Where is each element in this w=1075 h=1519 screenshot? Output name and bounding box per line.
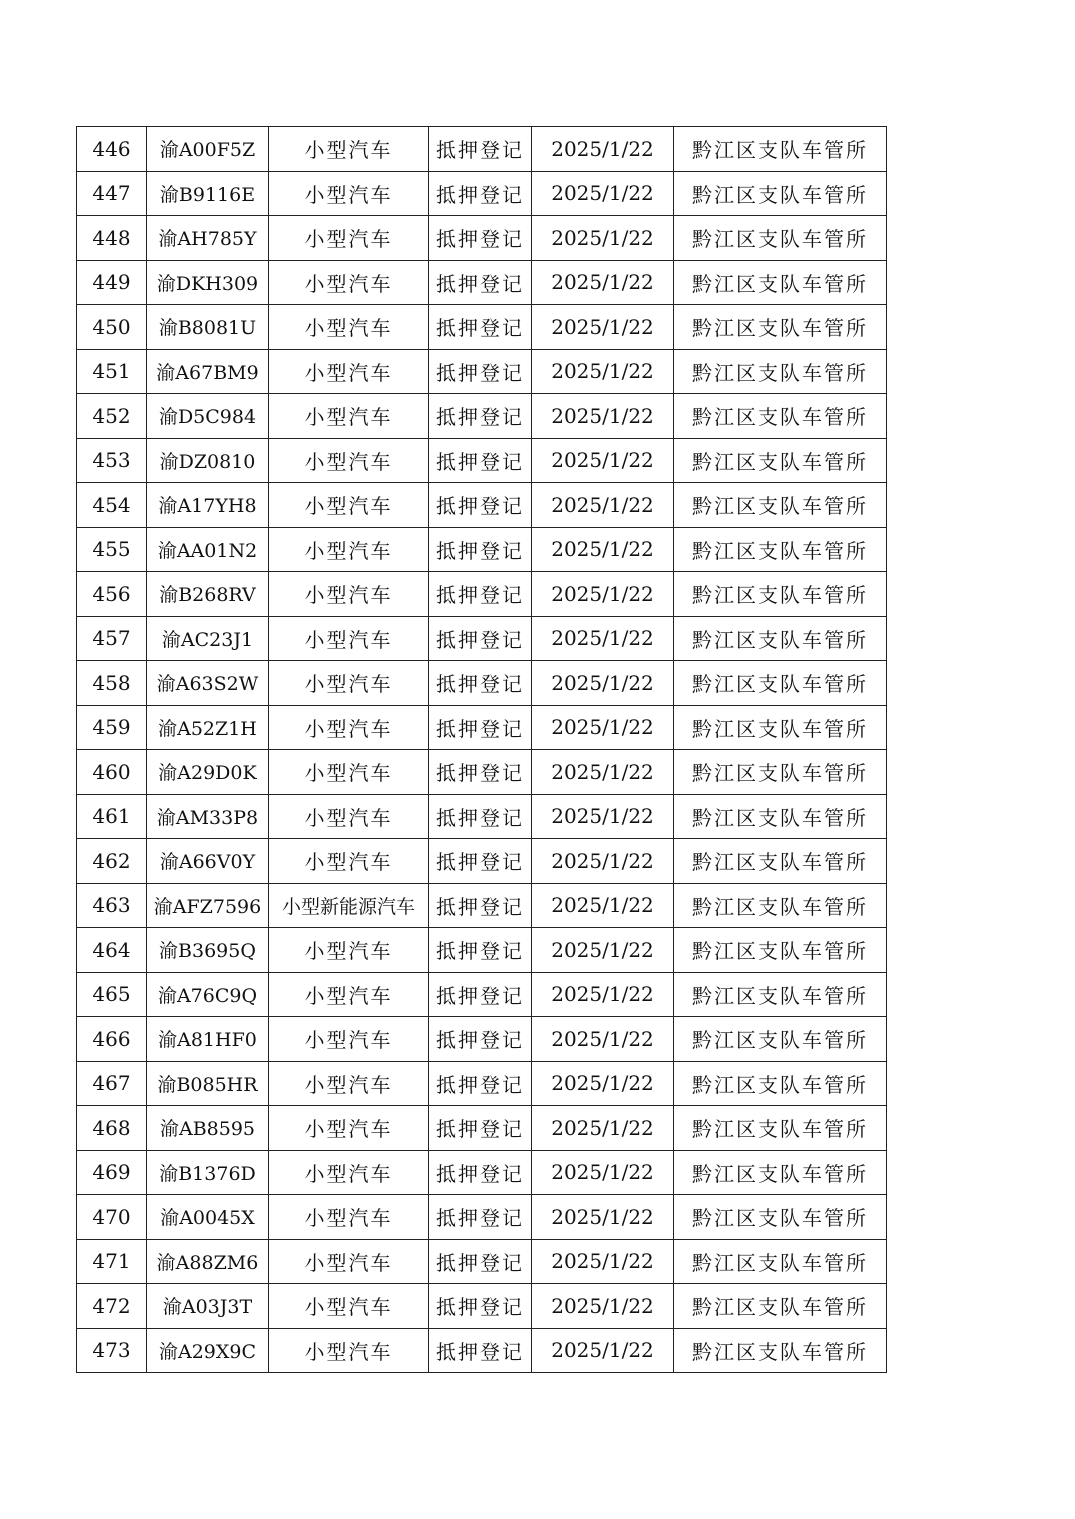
- vehicle-type-cell: 小型汽车: [269, 349, 429, 394]
- business-type-cell: 抵押登记: [429, 661, 532, 706]
- row-number-cell: 471: [77, 1239, 147, 1284]
- office-cell: 黔江区支队车管所: [674, 928, 887, 973]
- date-cell: 2025/1/22: [532, 438, 674, 483]
- business-type-cell: 抵押登记: [429, 750, 532, 795]
- business-type-cell: 抵押登记: [429, 572, 532, 617]
- plate-number-cell: 渝A0045X: [147, 1195, 269, 1240]
- date-cell: 2025/1/22: [532, 394, 674, 439]
- table-row: [77, 260, 887, 305]
- plate-number-cell: 渝A63S2W: [147, 661, 269, 706]
- plate-number-cell: 渝B8081U: [147, 305, 269, 350]
- date-cell: 2025/1/22: [532, 1195, 674, 1240]
- office-cell: 黔江区支队车管所: [674, 839, 887, 884]
- row-number-cell: 459: [77, 705, 147, 750]
- plate-number-cell: 渝A00F5Z: [147, 127, 269, 172]
- business-type-cell: 抵押登记: [429, 1239, 532, 1284]
- row-number-cell: 452: [77, 394, 147, 439]
- office-cell: 黔江区支队车管所: [674, 883, 887, 928]
- office-cell: 黔江区支队车管所: [674, 171, 887, 216]
- business-type-cell: 抵押登记: [429, 928, 532, 973]
- business-type-cell: 抵押登记: [429, 705, 532, 750]
- table-row: [77, 616, 887, 661]
- plate-number-cell: 渝A66V0Y: [147, 839, 269, 884]
- plate-number-cell: 渝A81HF0: [147, 1017, 269, 1062]
- row-number-cell: 470: [77, 1195, 147, 1240]
- table-row: [77, 705, 887, 750]
- plate-number-cell: 渝A76C9Q: [147, 972, 269, 1017]
- table-row: [77, 661, 887, 706]
- office-cell: 黔江区支队车管所: [674, 616, 887, 661]
- vehicle-type-cell: 小型汽车: [269, 260, 429, 305]
- table-row: [77, 1328, 887, 1373]
- vehicle-type-cell: 小型汽车: [269, 661, 429, 706]
- business-type-cell: 抵押登记: [429, 483, 532, 528]
- plate-number-cell: 渝B3695Q: [147, 928, 269, 973]
- office-cell: 黔江区支队车管所: [674, 1284, 887, 1329]
- plate-number-cell: 渝A88ZM6: [147, 1239, 269, 1284]
- table-row: [77, 1195, 887, 1240]
- date-cell: 2025/1/22: [532, 216, 674, 261]
- office-cell: 黔江区支队车管所: [674, 794, 887, 839]
- row-number-cell: 467: [77, 1061, 147, 1106]
- office-cell: 黔江区支队车管所: [674, 438, 887, 483]
- row-number-cell: 460: [77, 750, 147, 795]
- business-type-cell: 抵押登记: [429, 527, 532, 572]
- row-number-cell: 466: [77, 1017, 147, 1062]
- date-cell: 2025/1/22: [532, 260, 674, 305]
- table-row: [77, 794, 887, 839]
- office-cell: 黔江区支队车管所: [674, 750, 887, 795]
- table-row: [77, 527, 887, 572]
- office-cell: 黔江区支队车管所: [674, 705, 887, 750]
- date-cell: 2025/1/22: [532, 572, 674, 617]
- business-type-cell: 抵押登记: [429, 794, 532, 839]
- office-cell: 黔江区支队车管所: [674, 349, 887, 394]
- table-row: [77, 1150, 887, 1195]
- vehicle-type-cell: 小型汽车: [269, 750, 429, 795]
- date-cell: 2025/1/22: [532, 928, 674, 973]
- date-cell: 2025/1/22: [532, 1017, 674, 1062]
- business-type-cell: 抵押登记: [429, 1284, 532, 1329]
- date-cell: 2025/1/22: [532, 883, 674, 928]
- vehicle-type-cell: 小型汽车: [269, 1239, 429, 1284]
- table-row: [77, 438, 887, 483]
- office-cell: 黔江区支队车管所: [674, 305, 887, 350]
- table-row: [77, 1061, 887, 1106]
- vehicle-type-cell: 小型汽车: [269, 216, 429, 261]
- vehicle-type-cell: 小型汽车: [269, 1195, 429, 1240]
- office-cell: 黔江区支队车管所: [674, 972, 887, 1017]
- office-cell: 黔江区支队车管所: [674, 1328, 887, 1373]
- row-number-cell: 447: [77, 171, 147, 216]
- plate-number-cell: 渝AC23J1: [147, 616, 269, 661]
- office-cell: 黔江区支队车管所: [674, 394, 887, 439]
- table-row: [77, 1106, 887, 1151]
- plate-number-cell: 渝AFZ7596: [147, 883, 269, 928]
- business-type-cell: 抵押登记: [429, 349, 532, 394]
- business-type-cell: 抵押登记: [429, 972, 532, 1017]
- vehicle-type-cell: 小型汽车: [269, 527, 429, 572]
- row-number-cell: 464: [77, 928, 147, 973]
- row-number-cell: 458: [77, 661, 147, 706]
- date-cell: 2025/1/22: [532, 1061, 674, 1106]
- business-type-cell: 抵押登记: [429, 171, 532, 216]
- row-number-cell: 463: [77, 883, 147, 928]
- business-type-cell: 抵押登记: [429, 1195, 532, 1240]
- office-cell: 黔江区支队车管所: [674, 1150, 887, 1195]
- date-cell: 2025/1/22: [532, 127, 674, 172]
- vehicle-type-cell: 小型汽车: [269, 572, 429, 617]
- vehicle-type-cell: 小型汽车: [269, 1061, 429, 1106]
- vehicle-type-cell: 小型汽车: [269, 972, 429, 1017]
- plate-number-cell: 渝A29X9C: [147, 1328, 269, 1373]
- table-row: [77, 483, 887, 528]
- office-cell: 黔江区支队车管所: [674, 527, 887, 572]
- office-cell: 黔江区支队车管所: [674, 483, 887, 528]
- date-cell: 2025/1/22: [532, 349, 674, 394]
- vehicle-type-cell: 小型汽车: [269, 839, 429, 884]
- vehicle-type-cell: 小型汽车: [269, 705, 429, 750]
- plate-number-cell: 渝A17YH8: [147, 483, 269, 528]
- plate-number-cell: 渝D5C984: [147, 394, 269, 439]
- row-number-cell: 449: [77, 260, 147, 305]
- business-type-cell: 抵押登记: [429, 216, 532, 261]
- table-row: [77, 394, 887, 439]
- table-row: [77, 1239, 887, 1284]
- office-cell: 黔江区支队车管所: [674, 1106, 887, 1151]
- vehicle-type-cell: 小型汽车: [269, 1150, 429, 1195]
- plate-number-cell: 渝DZ0810: [147, 438, 269, 483]
- row-number-cell: 456: [77, 572, 147, 617]
- plate-number-cell: 渝B085HR: [147, 1061, 269, 1106]
- date-cell: 2025/1/22: [532, 483, 674, 528]
- vehicle-type-cell: 小型汽车: [269, 794, 429, 839]
- row-number-cell: 457: [77, 616, 147, 661]
- plate-number-cell: 渝DKH309: [147, 260, 269, 305]
- office-cell: 黔江区支队车管所: [674, 216, 887, 261]
- plate-number-cell: 渝B268RV: [147, 572, 269, 617]
- date-cell: 2025/1/22: [532, 750, 674, 795]
- table-row: [77, 972, 887, 1017]
- plate-number-cell: 渝A67BM9: [147, 349, 269, 394]
- vehicle-type-cell: 小型汽车: [269, 171, 429, 216]
- vehicle-type-cell: 小型汽车: [269, 305, 429, 350]
- date-cell: 2025/1/22: [532, 1284, 674, 1329]
- row-number-cell: 468: [77, 1106, 147, 1151]
- plate-number-cell: 渝A52Z1H: [147, 705, 269, 750]
- row-number-cell: 446: [77, 127, 147, 172]
- date-cell: 2025/1/22: [532, 794, 674, 839]
- plate-number-cell: 渝A03J3T: [147, 1284, 269, 1329]
- row-number-cell: 465: [77, 972, 147, 1017]
- business-type-cell: 抵押登记: [429, 1061, 532, 1106]
- office-cell: 黔江区支队车管所: [674, 1017, 887, 1062]
- date-cell: 2025/1/22: [532, 305, 674, 350]
- business-type-cell: 抵押登记: [429, 1017, 532, 1062]
- table-row: [77, 572, 887, 617]
- business-type-cell: 抵押登记: [429, 1328, 532, 1373]
- table-row: [77, 127, 887, 172]
- business-type-cell: 抵押登记: [429, 127, 532, 172]
- vehicle-type-cell: 小型汽车: [269, 1284, 429, 1329]
- table-row: [77, 883, 887, 928]
- row-number-cell: 453: [77, 438, 147, 483]
- business-type-cell: 抵押登记: [429, 839, 532, 884]
- business-type-cell: 抵押登记: [429, 305, 532, 350]
- business-type-cell: 抵押登记: [429, 1150, 532, 1195]
- vehicle-type-cell: 小型汽车: [269, 394, 429, 439]
- vehicle-type-cell: 小型汽车: [269, 483, 429, 528]
- row-number-cell: 469: [77, 1150, 147, 1195]
- date-cell: 2025/1/22: [532, 661, 674, 706]
- business-type-cell: 抵押登记: [429, 616, 532, 661]
- row-number-cell: 451: [77, 349, 147, 394]
- plate-number-cell: 渝AH785Y: [147, 216, 269, 261]
- office-cell: 黔江区支队车管所: [674, 1239, 887, 1284]
- table-row: [77, 349, 887, 394]
- office-cell: 黔江区支队车管所: [674, 1195, 887, 1240]
- plate-number-cell: 渝AA01N2: [147, 527, 269, 572]
- vehicle-type-cell: 小型新能源汽车: [269, 883, 429, 928]
- date-cell: 2025/1/22: [532, 527, 674, 572]
- plate-number-cell: 渝A29D0K: [147, 750, 269, 795]
- table-row: [77, 839, 887, 884]
- business-type-cell: 抵押登记: [429, 1106, 532, 1151]
- vehicle-type-cell: 小型汽车: [269, 616, 429, 661]
- plate-number-cell: 渝AB8595: [147, 1106, 269, 1151]
- date-cell: 2025/1/22: [532, 1239, 674, 1284]
- row-number-cell: 461: [77, 794, 147, 839]
- table-row: [77, 928, 887, 973]
- table-row: [77, 1017, 887, 1062]
- date-cell: 2025/1/22: [532, 1328, 674, 1373]
- office-cell: 黔江区支队车管所: [674, 127, 887, 172]
- business-type-cell: 抵押登记: [429, 883, 532, 928]
- row-number-cell: 454: [77, 483, 147, 528]
- business-type-cell: 抵押登记: [429, 260, 532, 305]
- date-cell: 2025/1/22: [532, 839, 674, 884]
- row-number-cell: 473: [77, 1328, 147, 1373]
- table-body: [77, 127, 887, 1373]
- date-cell: 2025/1/22: [532, 171, 674, 216]
- date-cell: 2025/1/22: [532, 1106, 674, 1151]
- plate-number-cell: 渝B1376D: [147, 1150, 269, 1195]
- vehicle-type-cell: 小型汽车: [269, 127, 429, 172]
- vehicle-type-cell: 小型汽车: [269, 1017, 429, 1062]
- office-cell: 黔江区支队车管所: [674, 661, 887, 706]
- vehicle-registration-table: [76, 126, 887, 1373]
- plate-number-cell: 渝B9116E: [147, 171, 269, 216]
- date-cell: 2025/1/22: [532, 972, 674, 1017]
- vehicle-type-cell: 小型汽车: [269, 1328, 429, 1373]
- date-cell: 2025/1/22: [532, 616, 674, 661]
- business-type-cell: 抵押登记: [429, 438, 532, 483]
- table-row: [77, 216, 887, 261]
- vehicle-type-cell: 小型汽车: [269, 438, 429, 483]
- row-number-cell: 472: [77, 1284, 147, 1329]
- row-number-cell: 455: [77, 527, 147, 572]
- business-type-cell: 抵押登记: [429, 394, 532, 439]
- date-cell: 2025/1/22: [532, 1150, 674, 1195]
- table-row: [77, 305, 887, 350]
- vehicle-type-cell: 小型汽车: [269, 928, 429, 973]
- vehicle-type-cell: 小型汽车: [269, 1106, 429, 1151]
- office-cell: 黔江区支队车管所: [674, 1061, 887, 1106]
- office-cell: 黔江区支队车管所: [674, 572, 887, 617]
- row-number-cell: 450: [77, 305, 147, 350]
- row-number-cell: 462: [77, 839, 147, 884]
- table-row: [77, 750, 887, 795]
- plate-number-cell: 渝AM33P8: [147, 794, 269, 839]
- table-row: [77, 171, 887, 216]
- table-row: [77, 1284, 887, 1329]
- office-cell: 黔江区支队车管所: [674, 260, 887, 305]
- date-cell: 2025/1/22: [532, 705, 674, 750]
- row-number-cell: 448: [77, 216, 147, 261]
